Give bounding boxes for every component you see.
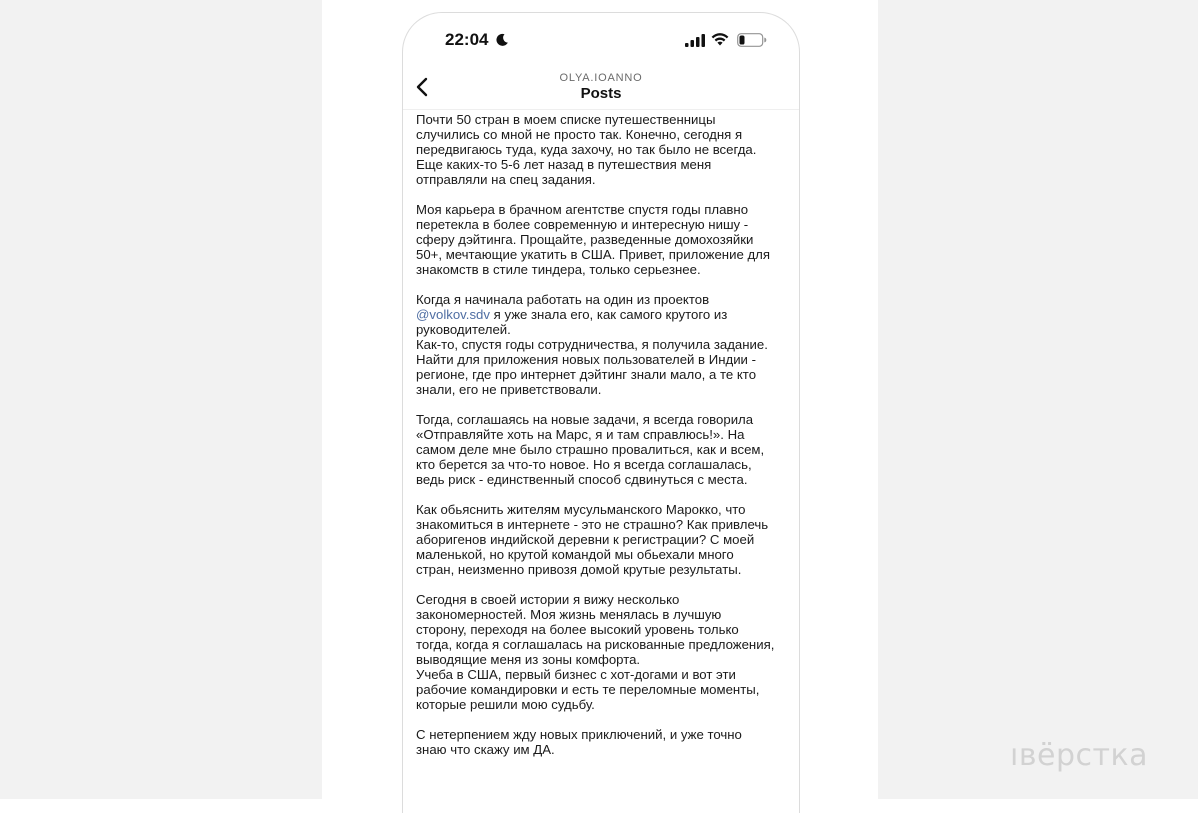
profile-username[interactable]: OLYA.IOANNO xyxy=(559,72,643,84)
wifi-icon xyxy=(711,32,729,46)
page-title: Posts xyxy=(580,85,622,102)
phone-screenshot-area xyxy=(322,0,878,799)
right-background xyxy=(878,0,1198,799)
watermark-logo: ıвёрстка xyxy=(1010,738,1148,773)
mention-link[interactable]: @volkov.sdv xyxy=(416,307,490,322)
header-divider xyxy=(403,109,799,110)
battery-icon xyxy=(737,33,767,47)
status-time: 22:04 xyxy=(445,30,489,49)
caption-paragraph: Как обьяснить жителям мусульманского Марокко, что знакомиться в интернете - это не страшно? Как привлечь аборигенов индийской деревни к регистрации? С моей маленькой, но крутой командой мы обьехали много стран, неизменно привозя домой крутые результаты. xyxy=(416,502,769,577)
post-caption xyxy=(416,112,784,772)
caption-paragraph: С нетерпением жду новых приключений, и уже точно знаю что скажу им ДА. xyxy=(416,727,742,757)
caption-paragraph: Сегодня в своей истории я вижу несколько закономерностей. Моя жизнь менялась в лучшую сторону, переходя на более высокий уровень только тогда, когда я соглашалась на рискованные предложения, выводящие меня из зоны комфорта. Учеба в США, первый бизнес с хот-догами и вот эти рабочие командировки и есть те переломные моменты, которые решили мою судьбу. xyxy=(416,592,775,712)
caption-paragraph: Когда я начинала работать на один из проектов @volkov.sdv я уже знала его, как самого крутого из руководителей. Как-то, спустя годы сотрудничества, я получила задание. Найти для приложения новых пользователей в Индии - регионе, где про интернет дэйтинг знали мало, а те кто знали, его не приветствовали. xyxy=(416,292,768,397)
caption-paragraph: Моя карьера в брачном агентстве спустя годы плавно перетекла в более современную и интересную нишу - сферу дэйтинга. Прощайте, разведенные домохозяйки 50+, мечтающие укатить в США. Привет, приложение для знакомств в стиле тиндера, только серьезнее. xyxy=(416,202,770,277)
signal-icon xyxy=(685,34,705,47)
phone-frame xyxy=(402,12,800,813)
caption-paragraph: Почти 50 стран в моем списке путешественницы случились со мной не просто так. Конечно, сегодня я передвигаюсь туда, куда захочу, но так было не всегда. Еще каких-то 5-6 лет назад в путешествия меня отправляли на спец задания. xyxy=(416,112,757,187)
caption-paragraph: Тогда, соглашаясь на новые задачи, я всегда говорила «Отправляйте хоть на Марс, я и там справлюсь!». На самом деле мне было страшно провалиться, как и всем, кто берется за что-то новое. Но я всегда соглашалась, ведь риск - единственный способ сдвинуться с места. xyxy=(416,412,765,487)
left-background xyxy=(0,0,322,799)
moon-icon xyxy=(495,33,509,47)
